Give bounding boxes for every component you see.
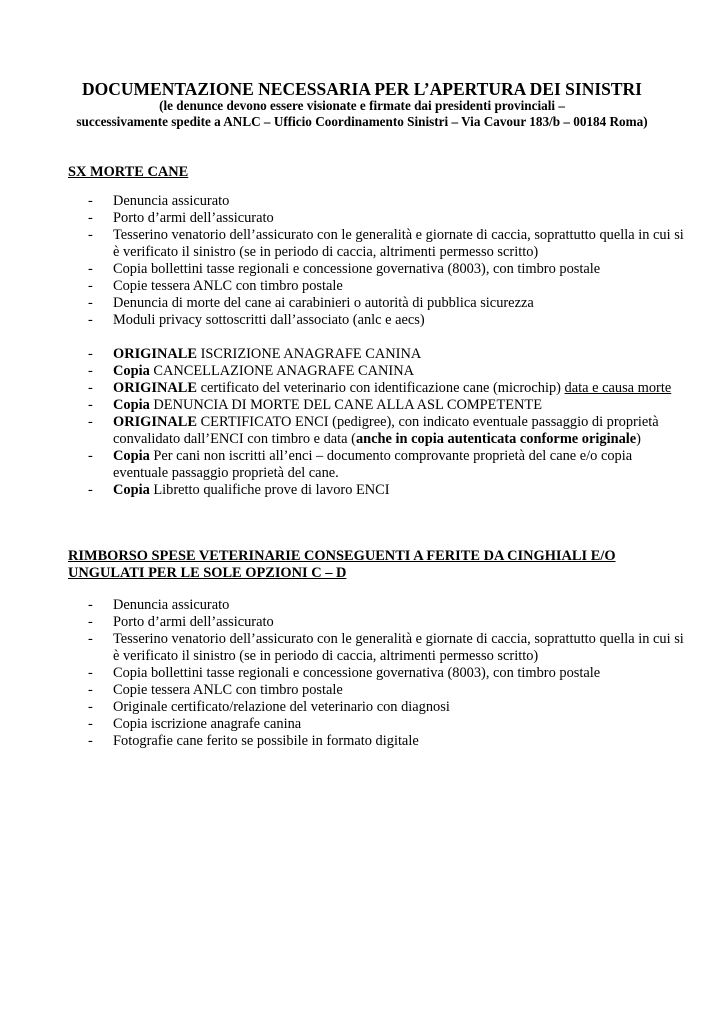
item-text: CANCELLAZIONE ANAGRAFE CANINA: [149, 363, 415, 379]
item-text: CERTIFICATO ENCI (pedigree), con indicato eventuale passaggio di proprietà convalidato dall’ENCI con timbro e data (: [113, 414, 659, 447]
list-item: [88, 363, 688, 380]
document-title: DOCUMENTAZIONE NECESSARIA PER L’APERTURA DEI SINISTRI: [82, 79, 642, 99]
list-item: - Tesserino venatorio dell’assicurato con le generalità e giornate di caccia, soprattutto quella in cui si è verificato il sinistro (se in periodo di caccia, altrimenti permesso scritto): [88, 631, 688, 665]
section-heading-rimborso-spese: RIMBORSO SPESE VETERINARIE CONSEGUENTI A FERITE DA CINGHIALI E/O UNGULATI PER LE SOLE OPZIONI C – D: [68, 548, 616, 581]
list-item: [88, 482, 688, 499]
list-item: [88, 346, 688, 363]
list-item: [88, 414, 688, 448]
list-item: - Moduli privacy sottoscritti dall’associato (anlc e aecs): [88, 312, 688, 329]
list-item: [88, 397, 688, 414]
list-item: - Copia iscrizione anagrafe canina: [88, 716, 688, 733]
item-text: Libretto qualifiche prove di lavoro ENCI: [149, 482, 390, 498]
item-tail: ): [636, 431, 641, 447]
item-text: certificato del veterinario con identificazione cane (microchip): [196, 380, 565, 396]
morte-cane-originals-copies-list: [88, 346, 688, 499]
list-item: - Copia bollettini tasse regionali e concessione governativa (8003), con timbro postale: [88, 261, 688, 278]
list-item: - Copie tessera ANLC con timbro postale: [88, 278, 688, 295]
list-item: - Copia bollettini tasse regionali e concessione governativa (8003), con timbro postale: [88, 665, 688, 682]
item-label: ORIGINALE: [113, 346, 197, 362]
item-label: Copia: [113, 482, 150, 498]
section-heading-morte-cane: SX MORTE CANE: [68, 164, 189, 180]
item-label: ORIGINALE: [113, 414, 197, 430]
list-item: - Copie tessera ANLC con timbro postale: [88, 682, 688, 699]
list-item: - Denuncia di morte del cane ai carabinieri o autorità di pubblica sicurezza: [88, 295, 688, 312]
item-label: ORIGINALE: [113, 380, 197, 396]
item-text: DENUNCIA DI MORTE DEL CANE ALLA ASL COMPETENTE: [149, 397, 542, 413]
item-label: Copia: [113, 397, 150, 413]
list-item: - Originale certificato/relazione del veterinario con diagnosi: [88, 699, 688, 716]
item-label: Copia: [113, 363, 150, 379]
list-item: - Denuncia assicurato: [88, 597, 688, 614]
list-item: - Tesserino venatorio dell’assicurato con le generalità e giornate di caccia, soprattutto quella in cui si è verificato il sinistro (se in periodo di caccia, altrimenti permesso scritto): [88, 227, 688, 261]
item-text: ISCRIZIONE ANAGRAFE CANINA: [196, 346, 422, 362]
item-bold-text: anche in copia autenticata conforme originale: [355, 431, 637, 447]
list-item: - Porto d’armi dell’assicurato: [88, 614, 688, 631]
item-underlined-text: data e causa morte: [564, 380, 672, 396]
list-item: - Fotografie cane ferito se possibile in formato digitale: [88, 733, 688, 750]
document-subtitle-line1: (le denunce devono essere visionate e firmate dai presidenti provinciali –: [159, 98, 565, 113]
list-item: [88, 448, 688, 482]
item-text: Per cani non iscritti all’enci – documento comprovante proprietà del cane e/o copia eventuale passaggio proprietà del cane.: [113, 448, 633, 481]
item-label: Copia: [113, 448, 150, 464]
morte-cane-basic-docs-list: [88, 193, 688, 329]
list-item: - Porto d’armi dell’assicurato: [88, 210, 688, 227]
list-item: [88, 380, 688, 397]
document-subtitle-line2: successivamente spedite a ANLC – Ufficio Coordinamento Sinistri – Via Cavour 183/b – 00184 Roma): [76, 114, 648, 129]
rimborso-spese-docs-list: [88, 597, 688, 750]
list-item: - Denuncia assicurato: [88, 193, 688, 210]
